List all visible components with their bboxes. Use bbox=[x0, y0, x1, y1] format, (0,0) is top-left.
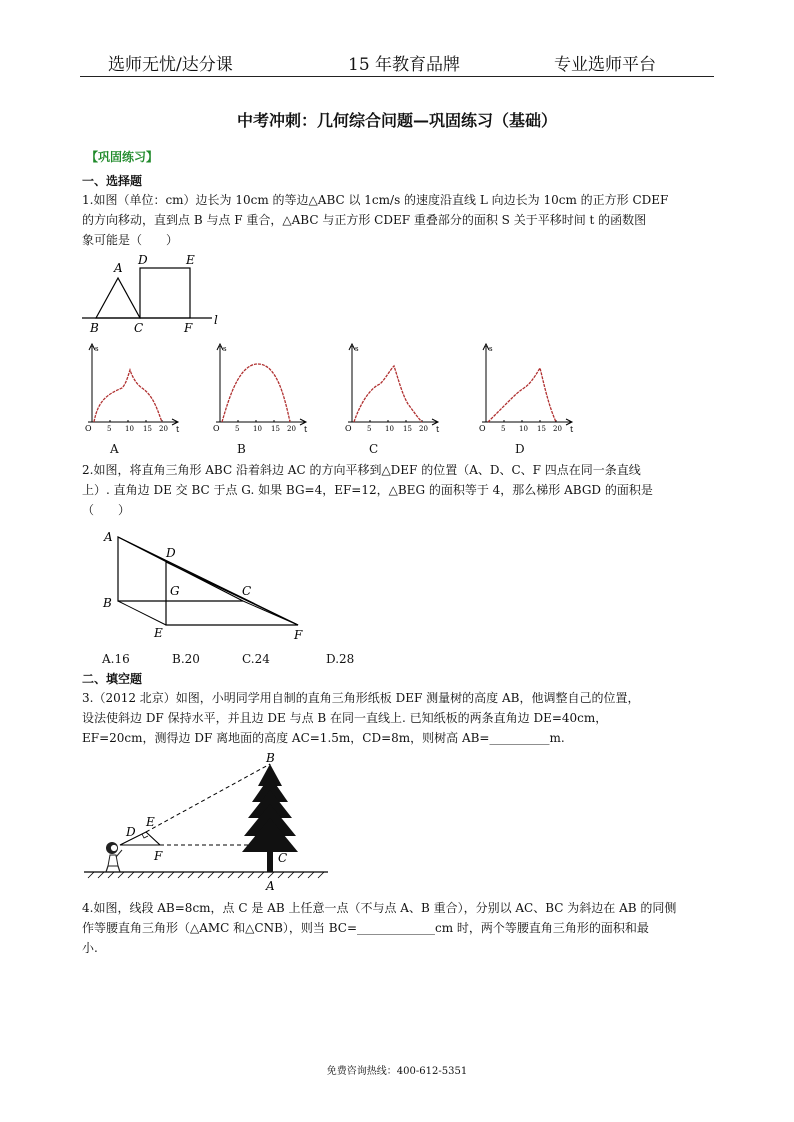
label-f: F bbox=[184, 321, 193, 335]
label-c: C bbox=[242, 584, 252, 598]
label-b: B bbox=[103, 596, 112, 610]
label-b: B bbox=[90, 321, 99, 335]
x-tick-label: 5 bbox=[501, 425, 506, 432]
x-tick-label: 15 bbox=[271, 425, 280, 432]
ground-hatch bbox=[88, 872, 324, 878]
origin-label: O bbox=[213, 424, 220, 432]
section-choice-heading: 一、选择题 bbox=[82, 174, 143, 188]
header-center: 15 年教育品牌 bbox=[348, 55, 461, 75]
option-c-label: C bbox=[369, 442, 379, 456]
question-3-line: 3.（2012 北京）如图，小明同学用自制的直角三角形纸板 DEF 测量树的高度 AB，他调整自己的位置， bbox=[82, 691, 640, 705]
tree-icon bbox=[242, 764, 298, 872]
axis-label-s: s bbox=[355, 345, 359, 353]
label-b: B bbox=[266, 752, 275, 765]
label-f: F bbox=[294, 628, 303, 642]
option-d-label: D bbox=[515, 442, 525, 456]
label-a: A bbox=[114, 261, 123, 275]
question-1-line: 1.如图（单位：cm）边长为 10cm 的等边△ABC 以 1cm/s 的速度沿直线 L 向边长为 10cm 的正方形 CDEF bbox=[82, 193, 669, 207]
x-tick-label: 15 bbox=[537, 425, 546, 432]
right-angle-mark bbox=[142, 834, 148, 838]
option-a-label: A bbox=[110, 442, 119, 456]
option-b-label: B bbox=[237, 442, 246, 456]
axis-label-s: s bbox=[95, 345, 99, 353]
header-left: 选师无忧/达分课 bbox=[108, 55, 233, 75]
question-2-text bbox=[82, 460, 714, 520]
origin-label: O bbox=[345, 424, 352, 432]
axis-label-s: s bbox=[489, 345, 493, 353]
label-f: F bbox=[154, 849, 163, 863]
question-3-line: EF=20cm，测得边 DF 离地面的高度 AC=1.5m，CD=8m，则树高 AB=__________m. bbox=[82, 731, 565, 745]
x-tick-label: 10 bbox=[125, 425, 134, 432]
label-d: D bbox=[166, 546, 176, 560]
x-tick-label: 20 bbox=[287, 425, 296, 432]
option-graph-a bbox=[84, 342, 184, 432]
question-4-line: 小. bbox=[82, 941, 98, 955]
option-graph-d bbox=[478, 342, 578, 432]
question-4-line: 4.如图，线段 AB=8cm，点 C 是 AB 上任意一点（不与点 A、B 重合），分别以 AC、BC 为斜边在 AB 的同侧 bbox=[82, 901, 677, 915]
x-tick-label: 5 bbox=[367, 425, 372, 432]
section-fill-heading: 二、填空题 bbox=[82, 672, 143, 686]
option-c: C.24 bbox=[242, 652, 270, 666]
label-e: E bbox=[186, 253, 195, 267]
x-tick-label: 15 bbox=[143, 425, 152, 432]
label-d: D bbox=[126, 825, 136, 839]
question-2-line: 上）. 直角边 DE 交 BC 于点 G. 如果 BG=4，EF=12，△BEG 的面积等于 4，那么梯形 ABGD 的面积是 bbox=[82, 483, 653, 497]
option-graph-b bbox=[212, 342, 312, 432]
origin-label: O bbox=[85, 424, 92, 432]
x-tick-label: 5 bbox=[107, 425, 112, 432]
axis-label-t: t bbox=[436, 425, 440, 432]
question-3-text bbox=[82, 688, 714, 748]
label-g: G bbox=[170, 584, 180, 598]
axis-label-t: t bbox=[570, 425, 574, 432]
axis-label-t: t bbox=[304, 425, 308, 432]
line-af bbox=[118, 537, 298, 625]
question-1-line: 象可能是（ ） bbox=[82, 233, 179, 247]
label-l: l bbox=[214, 313, 218, 327]
x-tick-label: 10 bbox=[385, 425, 394, 432]
question-4-line: 作等腰直角三角形（△AMC 和△CNB），则当 BC=_____________cm 时，两个等腰直角三角形的面积和最 bbox=[82, 921, 649, 935]
label-a: A bbox=[266, 879, 275, 893]
square-cdef bbox=[140, 268, 190, 318]
question-2-figure bbox=[98, 525, 328, 645]
person-icon bbox=[106, 842, 122, 872]
line-cf bbox=[243, 601, 298, 625]
x-tick-label: 10 bbox=[253, 425, 262, 432]
question-2-line: 2.如图，将直角三角形 ABC 沿着斜边 AC 的方向平移到△DEF 的位置（A、D、C、F 四点在同一条直线 bbox=[82, 463, 641, 477]
area-curve bbox=[488, 368, 556, 422]
question-4-text bbox=[82, 898, 714, 958]
axis-label-s: s bbox=[223, 345, 227, 353]
question-3-figure bbox=[82, 752, 332, 897]
area-curve bbox=[354, 366, 422, 422]
line-be bbox=[118, 601, 166, 625]
option-d: D.28 bbox=[326, 652, 355, 666]
label-e: E bbox=[154, 626, 163, 640]
label-a: A bbox=[104, 530, 113, 544]
question-3-line: 设法使斜边 DF 保持水平，并且边 DE 与点 B 在同一直线上. 已知纸板的两条直角边 DE=40cm， bbox=[82, 711, 608, 725]
x-tick-label: 15 bbox=[403, 425, 412, 432]
x-tick-label: 20 bbox=[159, 425, 168, 432]
question-2-line: （ ） bbox=[82, 503, 131, 517]
label-e: E bbox=[146, 815, 155, 829]
header-right: 专业选师平台 bbox=[554, 55, 656, 75]
triangle-abc bbox=[96, 278, 140, 318]
label-c: C bbox=[134, 321, 144, 335]
axis-label-t: t bbox=[176, 425, 180, 432]
option-graph-c bbox=[344, 342, 444, 432]
area-curve bbox=[222, 364, 290, 422]
sight-line-eb bbox=[146, 764, 270, 832]
x-tick-label: 10 bbox=[519, 425, 528, 432]
page-header bbox=[80, 48, 714, 77]
option-b: B.20 bbox=[172, 652, 200, 666]
section-tag: 【巩固练习】 bbox=[86, 150, 159, 164]
label-d: D bbox=[138, 253, 148, 267]
option-a: A.16 bbox=[102, 652, 130, 666]
origin-label: O bbox=[479, 424, 486, 432]
x-tick-label: 5 bbox=[235, 425, 240, 432]
page-footer: 免费咨询热线：400-612-5351 bbox=[326, 1066, 468, 1077]
area-curve bbox=[94, 370, 162, 422]
label-c: C bbox=[278, 851, 288, 865]
question-1-figure bbox=[80, 250, 230, 335]
question-1-line: 的方向移动，直到点 B 与点 F 重合，△ABC 与正方形 CDEF 重叠部分的面积 S 关于平移时间 t 的函数图 bbox=[82, 213, 647, 227]
x-tick-label: 20 bbox=[553, 425, 562, 432]
page-title: 中考冲刺：几何综合问题—巩固练习（基础） bbox=[236, 111, 557, 130]
x-tick-label: 20 bbox=[419, 425, 428, 432]
question-1-text bbox=[82, 190, 714, 250]
